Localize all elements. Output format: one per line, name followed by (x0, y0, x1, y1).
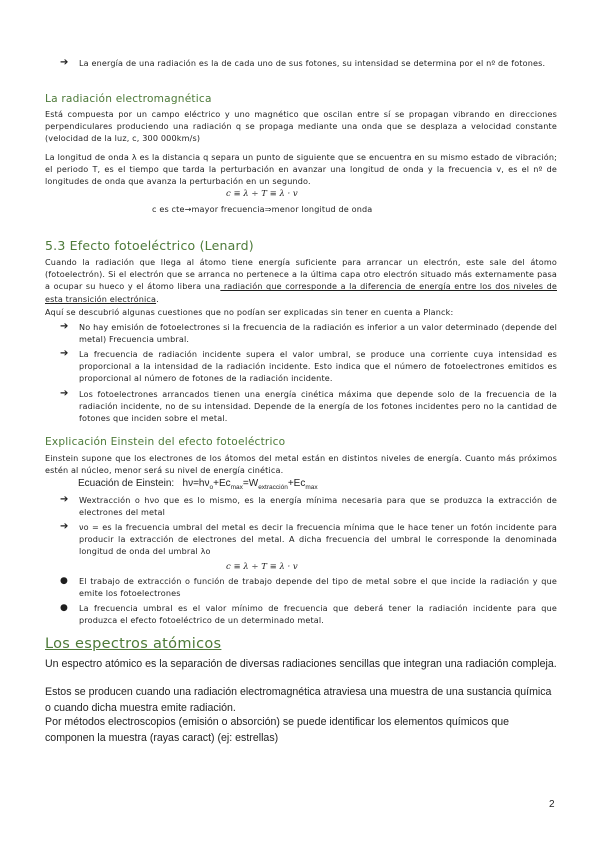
equation-part: =W (242, 478, 259, 489)
bullet-text: El trabajo de extracción o función de trabajo depende del tipo de metal sobre el que incide la radiación y que emite los fotoelectrones (79, 576, 557, 599)
arrow-icon: ➔ (60, 494, 69, 505)
bullet-kinetic (60, 388, 557, 425)
equation-part: +Ec (213, 478, 231, 489)
bullet-text: La frecuencia umbral es el valor mínimo de frecuencia que deberá tener la radiación incidente para que produzca el efecto fotoeléctrico de un determinado metal. (79, 603, 557, 626)
arrow-icon: ➔ (60, 321, 69, 332)
text-run: . (156, 293, 159, 304)
paragraph-planck: Aquí se descubrió algunas cuestiones que no podían ser explicadas sin tener en cuenta a Planck: (45, 307, 454, 317)
bullet-text: νo = es la frecuencia umbral del metal es decir la frecuencia mínima que le hace tener un fotón incidente para producir la extracción de electrones del metal. A dicha frecuencia del umbral le corresponde la denominada longitud de onda del umbral λo (79, 522, 557, 557)
bullet-no-emission (60, 321, 557, 345)
arrow-icon: ➔ (60, 388, 69, 399)
equation-sub: max (305, 484, 318, 491)
dot-icon: ● (60, 603, 69, 613)
paragraph-radiation: Está compuesta por un campo eléctrico y uno magnético que oscilan entre sí se propagan vibrando en direcciones perpendiculares produciendo una radiación q se propaga mediante una onda que se desplaza a velocidad constante (velocidad de la luz, c, 300 000km/s) (45, 109, 557, 144)
bullet-work-extraction (60, 494, 557, 518)
paragraph-spectrum-origin: Estos se producen cuando una radiación electromagnética atraviesa una muestra de una sustancia química o cuando dicha muestra emite radiación. (45, 686, 552, 714)
formula-note: c es cte→mayor frecuencia⇒menor longitud de onda (152, 204, 373, 214)
equation-part: +Ec (287, 478, 306, 489)
bullet-text: No hay emisión de fotoelectrones si la frecuencia de la radiación es inferior a un valor determinado (depende del metal) Frecuencia umbral. (79, 322, 557, 345)
page-number: 2 (549, 799, 555, 810)
paragraph-einstein: Einstein supone que los electrones de los átomos del metal están en distintos niveles de energía. Cuanto más próximos estén al núcleo, menor será su nivel de energía cinética. (45, 453, 557, 476)
bullet-frequency-threshold (60, 602, 557, 626)
arrow-icon: ➔ (60, 521, 69, 532)
paragraph-spectrum-methods: Por métodos electroscopios (emisión o absorción) se puede identificar los elementos químicos que componen la muestra (rayas caract) (ej: estrellas) (45, 716, 510, 744)
bullet-text: La frecuencia de radiación incidente supera el valor umbral, se produce una corriente cuya intensidad es proporcional a la intensidad de la radiación incidente. Esto indica que el número de fotoelectrones emitidos es proporcional al número de fotones de la radiación incidente. (79, 349, 557, 384)
arrow-icon: ➔ (60, 57, 69, 68)
section-title-radiation: La radiación electromagnética (45, 93, 212, 105)
bullet-text: La energía de una radiación es la de cada uno de sus fotones, su intensidad se determina por el nº de fotones. (79, 58, 546, 68)
formula-wave: c ≡ λ ÷ T ≡ λ · v (226, 189, 298, 199)
section-title-photoelectric: 5.3 Efecto fotoeléctrico (Lenard) (45, 238, 254, 253)
equation-sub: max (230, 484, 243, 491)
equation-sub: o (209, 484, 214, 491)
equation-part: hν=hν (182, 478, 210, 489)
einstein-equation (78, 478, 318, 491)
equation-label: Ecuación de Einstein: (78, 478, 175, 489)
bullet-text: Wextracción o hνo que es lo mismo, es la energía mínima necesaria para que se produzca la extracción de electrones del metal (79, 495, 557, 518)
text-run: Cuando la radiación que llega al átomo tiene energía suficiente para arrancar un electrón, este sale del átomo (fotoelectrón). Si el electrón que se arranca no pertenece a la última capa otro electrón situado más externamente pasa a ocupar su hueco y el átomo libera una (45, 257, 557, 292)
paragraph-wavelength: La longitud de onda λ es la distancia q separa un punto de siguiente que se encuentra en su mismo estado de vibración; el periodo T, es el tiempo que tarda la perturbación en avanzar una longitud de onda y la frecuencia v, es el nº de longitudes de onda que avanza la perturbación en un segundo. (45, 152, 557, 187)
dot-icon: ● (60, 576, 69, 586)
underlined-text: radiación que corresponde a la diferencia de energía entre los dos niveles de esta transición electrónica (45, 281, 557, 304)
bullet-work-function (60, 575, 557, 599)
section-title-spectra: Los espectros atómicos (45, 636, 222, 652)
paragraph-photoelectric (45, 256, 557, 305)
bullet-current (60, 348, 557, 385)
bullet-text: Los fotoelectrones arrancados tienen una energía cinética máxima que depende solo de la frecuencia de la radiación incidente, no de su intensidad. Depende de la energía de los fotones incidentes pero no la cantidad de fotones que inciden sobre el metal. (79, 389, 557, 424)
arrow-icon: ➔ (60, 348, 69, 359)
formula-wave-2: c ≡ λ ÷ T ≡ λ · v (226, 562, 298, 572)
bullet-threshold (60, 521, 557, 558)
equation-sub: extracción (258, 484, 288, 491)
bullet-energy (60, 57, 557, 69)
paragraph-spectrum-def: Un espectro atómico es la separación de diversas radiaciones sencillas que integran una radiación compleja. (45, 658, 557, 670)
section-title-einstein: Explicación Einstein del efecto fotoeléctrico (45, 436, 286, 448)
